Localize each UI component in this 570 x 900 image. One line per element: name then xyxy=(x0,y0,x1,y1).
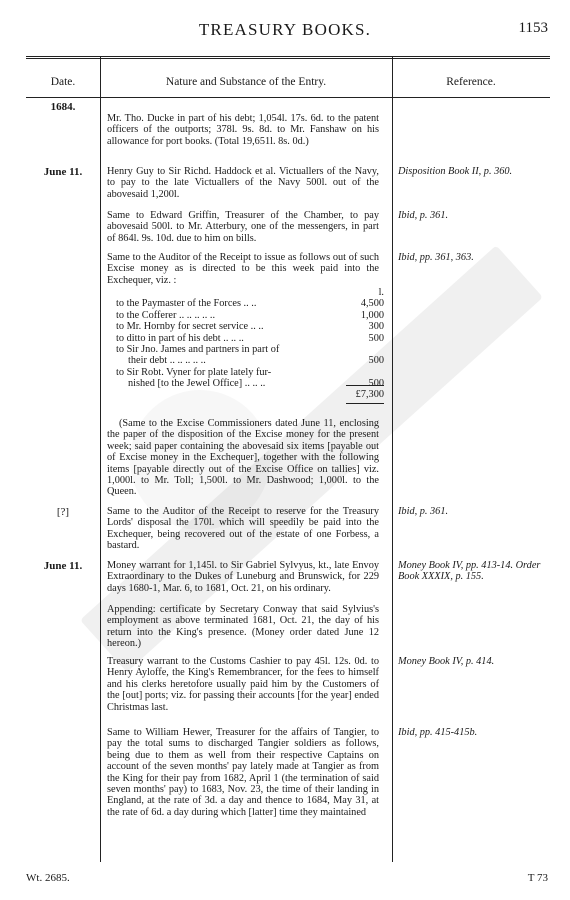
entry-1-text: Henry Guy to Sir Richd. Haddock et al. Victuallers of the Navy, to pay to the late Victuallers of the Navy 500l. out of the abovesaid 1,200l. xyxy=(107,166,379,200)
entry-4-text: (Same to the Excise Commissioners dated June 11, enclosing the paper of the disposition of the Excise money for the present week; said paper containing the abovesaid six items [payable out of Excise money in the Exchequer], together with the following items [payable directly out of the Excise Office on tallies] viz. 1,000l. to Mr. Toll; 1,500l. to Mr. Dashwood; 1,000l. to the Queen. xyxy=(107,418,379,498)
entry-5-date: [?] xyxy=(56,506,70,518)
entry-5-text: Same to the Auditor of the Receipt to reserve for the Treasury Lords' disposal the 170l. which will speedily be paid into the Exchequer, being recovered out of the estate of one Forbess, a bastard. xyxy=(107,506,379,552)
list-item: nished [to the Jewel Office] .. .. .. 500 xyxy=(128,378,384,390)
entry-6-reference: Money Book IV, pp. 413-14. Order Book XXXIX, p. 155. xyxy=(398,560,541,583)
entry-7-text: Appending: certificate by Secretary Conway that said Sylvius's employment as above terminated 1681, Oct. 21, the day of his return into the King's presence. (Money order dated June 12 hereon.) xyxy=(107,604,379,650)
list-item: to Sir Robt. Vyner for plate lately fur- xyxy=(116,366,272,378)
entry-1-date: June 11. xyxy=(43,166,83,178)
entry-8-text: Treasury warrant to the Customs Cashier to pay 45l. 12s. 0d. to Henry Ayloffe, the King's Remembrancer, for the fees to himself and his clerks heretofore usually paid him by the Customers of the [out] ports; viz. for passing their accounts [for the year] ended Christmas last. xyxy=(107,656,379,713)
entry-8-reference: Money Book IV, p. 414. xyxy=(398,656,495,667)
total-rule-top xyxy=(346,385,384,386)
excise-total-row xyxy=(116,389,384,400)
entry-0-text: Mr. Tho. Ducke in part of his debt; 1,054l. 17s. 6d. to the patent officers of the outports; 378l. 9s. 8d. to Mr. Fanshaw on his allowance for port books. (Total 19,651l. 8s. 0d.) xyxy=(107,113,379,147)
entry-3-reference: Ibid, pp. 361, 363. xyxy=(398,252,474,263)
column-divider-date xyxy=(100,57,101,862)
footer-right: T 73 xyxy=(527,872,548,884)
excise-total: £7,300 xyxy=(355,389,384,400)
entry-5-reference: Ibid, p. 361. xyxy=(398,506,449,517)
year-label: 1684. xyxy=(50,101,76,113)
column-divider-reference xyxy=(392,57,393,862)
entry-2-reference: Ibid, p. 361. xyxy=(398,210,449,221)
entry-6-date: June 11. xyxy=(43,560,83,572)
table-top-rule xyxy=(26,56,550,57)
column-header-reference: Reference. xyxy=(446,76,496,88)
total-rule-bottom xyxy=(346,403,384,404)
entry-2-text: Same to Edward Griffin, Treasurer of the Chamber, to pay abovesaid 500l. to Mr. Atterbury, one of the messengers, in part of 864l. 9s. 10d. due to him on bills. xyxy=(107,210,379,244)
list-item: to ditto in part of his debt .. .. .. 500 xyxy=(116,332,384,344)
entry-1-reference: Disposition Book II, p. 360. xyxy=(398,166,513,177)
list-item: to the Cofferer .. .. .. .. .. 1,000 xyxy=(116,309,384,321)
entry-9-text: Same to William Hewer, Treasurer for the affairs of Tangier, to pay the total sums to discharged Tangier soldiers as follows, being due to them as well from their respective Captains on account of the seven months' pay lately made at Tangier as from the King for their pay from 1682, April 1 (the termination of said seven months' pay) to 1683, Nov. 23, the time of their landing in England, at the rate of 3d. a day and thence to 1684, May 31, at the rate of 6d. a day during which [latter] time they maintained xyxy=(107,727,379,818)
list-item: to Sir Jno. James and partners in part of xyxy=(116,344,280,356)
footer-left: Wt. 2685. xyxy=(26,872,70,884)
page-title: TREASURY BOOKS. xyxy=(198,20,372,39)
entry-3-text: Same to the Auditor of the Receipt to issue as follows out of such Excise money as is directed to be this week paid into the Exchequer, viz. : xyxy=(107,252,379,286)
list-item: their debt .. .. .. .. .. 500 xyxy=(128,355,384,367)
column-header-nature: Nature and Substance of the Entry. xyxy=(165,76,327,88)
excise-unit: l. xyxy=(378,287,384,298)
list-item: to the Paymaster of the Forces .. .. 4,500 xyxy=(116,298,384,310)
entry-9-reference: Ibid, pp. 415-415b. xyxy=(398,727,478,738)
excise-unit-row xyxy=(116,287,384,298)
column-header-date: Date. xyxy=(50,76,76,88)
entry-6-text: Money warrant for 1,145l. to Sir Gabriel Sylvyus, kt., late Envoy Extraordinary to the Dukes of Luneburg and Brunswick, for 229 days 1680-1, Mar. 6, to 1681, Oct. 21, on his ordinary. xyxy=(107,560,379,594)
excise-items-list xyxy=(116,287,384,390)
page-number: 1153 xyxy=(518,20,548,36)
header-bottom-rule xyxy=(26,97,550,98)
list-item: to Mr. Hornby for secret service .. .. 300 xyxy=(116,321,384,333)
table-top-rule-inner xyxy=(26,58,550,59)
